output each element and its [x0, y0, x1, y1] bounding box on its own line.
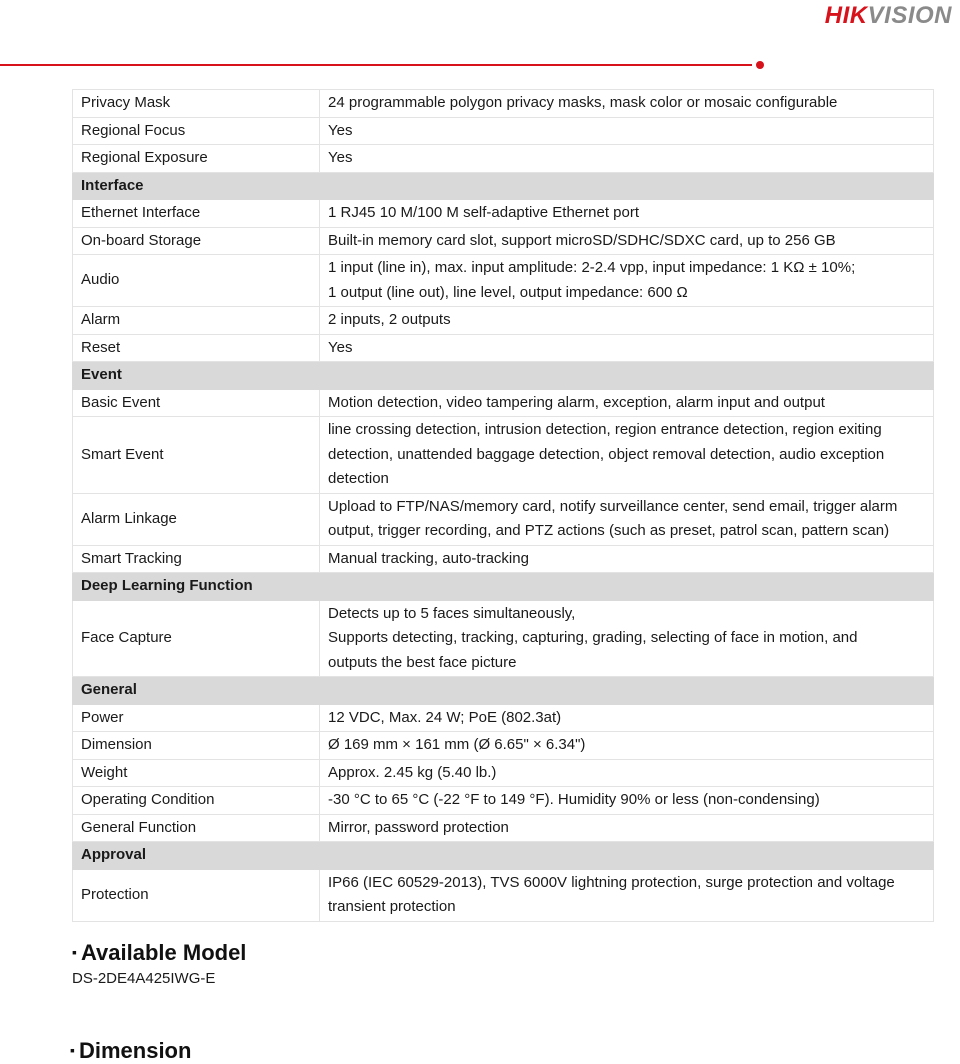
- spec-row: [73, 334, 934, 362]
- spec-value-line: 2 inputs, 2 outputs: [328, 311, 451, 328]
- spec-value-line: 1 RJ45 10 M/100 M self-adaptive Ethernet port: [328, 204, 640, 221]
- spec-value: [320, 814, 934, 842]
- spec-label: Power: [73, 704, 320, 732]
- section-header: Interface: [73, 172, 934, 200]
- spec-value-line: Upload to FTP/NAS/memory card, notify surveillance center, send email, trigger alarm: [328, 497, 898, 515]
- section-header: Event: [73, 362, 934, 390]
- spec-value-line: detection: [328, 470, 389, 487]
- spec-value: [320, 545, 934, 573]
- spec-value-line: Yes: [328, 149, 353, 166]
- spec-value-line: Motion detection, video tampering alarm, exception, alarm input and output: [328, 393, 825, 411]
- spec-value-line: detection, unattended baggage detection, object removal detection, audio exception: [328, 445, 885, 463]
- spec-value: [320, 334, 934, 362]
- spec-row: [73, 227, 934, 255]
- spec-value: [320, 732, 934, 760]
- spec-label: Operating Condition: [73, 787, 320, 815]
- spec-value-line: 12 VDC, Max. 24 W; PoE (802.3at): [328, 708, 562, 726]
- spec-value-line: 1 output (line out), line level, output impedance: 600 Ω: [328, 283, 688, 301]
- spec-value: [320, 759, 934, 787]
- spec-row: [73, 389, 934, 417]
- spec-value-line: Approx. 2.45 kg (5.40 lb.): [328, 763, 497, 781]
- spec-value: [320, 307, 934, 335]
- spec-label: Audio: [73, 255, 320, 307]
- spec-row: [73, 417, 934, 494]
- spec-label: On-board Storage: [73, 227, 320, 255]
- dimension-heading: ▪ Dimension: [70, 1038, 192, 1063]
- spec-row: [73, 704, 934, 732]
- spec-row: [73, 145, 934, 173]
- bullet-icon: ▪: [72, 944, 77, 960]
- spec-label: Alarm Linkage: [73, 493, 320, 545]
- spec-row: [73, 759, 934, 787]
- spec-label: Face Capture: [73, 600, 320, 677]
- spec-label: Dimension: [73, 732, 320, 760]
- spec-label: General Function: [73, 814, 320, 842]
- spec-value-line: transient protection: [328, 898, 456, 915]
- spec-label: Protection: [73, 869, 320, 921]
- spec-value: [320, 417, 934, 494]
- spec-label: Weight: [73, 759, 320, 787]
- spec-row: [73, 255, 934, 307]
- spec-label: Reset: [73, 334, 320, 362]
- spec-value-line: IP66 (IEC 60529-2013), TVS 6000V lightning protection, surge protection and voltage: [328, 873, 895, 891]
- spec-value: [320, 200, 934, 228]
- section-header-row: [73, 842, 934, 870]
- spec-row: [73, 545, 934, 573]
- spec-value: [320, 145, 934, 173]
- spec-label: Smart Tracking: [73, 545, 320, 573]
- bullet-icon: ▪: [70, 1042, 75, 1058]
- section-header: Approval: [73, 842, 934, 870]
- spec-value: [320, 90, 934, 118]
- spec-label: Ethernet Interface: [73, 200, 320, 228]
- spec-value-line: Yes: [328, 338, 353, 356]
- spec-value-line: output, trigger recording, and PTZ actions (such as preset, patrol scan, pattern scan): [328, 522, 890, 539]
- section-header-row: [73, 677, 934, 705]
- section-header: Deep Learning Function: [73, 573, 934, 601]
- spec-row: [73, 814, 934, 842]
- spec-value-line: Built-in memory card slot, support microSD/SDHC/SDXC card, up to 256 GB: [328, 231, 836, 249]
- spec-row: [73, 732, 934, 760]
- spec-label: Basic Event: [73, 389, 320, 417]
- header-rule-dot: [756, 61, 764, 69]
- spec-row: [73, 117, 934, 145]
- spec-value: [320, 600, 934, 677]
- spec-value-line: Manual tracking, auto-tracking: [328, 549, 529, 567]
- spec-row: [73, 200, 934, 228]
- spec-value-line: 1 input (line in), max. input amplitude: 2-2.4 vpp, input impedance: 1 KΩ ± 10%;: [328, 259, 856, 276]
- spec-value-line: Ø 169 mm × 161 mm (Ø 6.65" × 6.34"): [328, 736, 586, 753]
- header-rule: [0, 64, 752, 66]
- spec-row: [73, 90, 934, 118]
- spec-value: [320, 255, 934, 307]
- spec-label: Privacy Mask: [73, 90, 320, 118]
- specification-table: [72, 89, 934, 922]
- spec-value: [320, 227, 934, 255]
- spec-row: [73, 869, 934, 921]
- spec-value: [320, 704, 934, 732]
- spec-value-line: outputs the best face picture: [328, 653, 517, 671]
- spec-label: Smart Event: [73, 417, 320, 494]
- spec-row: [73, 307, 934, 335]
- spec-value: [320, 389, 934, 417]
- spec-label: Alarm: [73, 307, 320, 335]
- spec-label: Regional Focus: [73, 117, 320, 145]
- spec-value-line: Supports detecting, tracking, capturing, grading, selecting of face in motion, and: [328, 629, 858, 646]
- spec-value: [320, 117, 934, 145]
- section-header: General: [73, 677, 934, 705]
- available-model-heading: ▪ Available Model: [72, 940, 247, 965]
- spec-value-line: line crossing detection, intrusion detection, region entrance detection, region exiting: [328, 421, 882, 438]
- section-header-row: [73, 573, 934, 601]
- hikvision-logo: HIKVISION: [824, 2, 952, 29]
- spec-value-line: Yes: [328, 121, 353, 139]
- spec-value: [320, 493, 934, 545]
- spec-value-line: -30 °C to 65 °C (-22 °F to 149 °F). Humidity 90% or less (non-condensing): [328, 791, 820, 808]
- section-header-row: [73, 172, 934, 200]
- spec-value-line: Detects up to 5 faces simultaneously,: [328, 604, 576, 622]
- spec-value-line: Mirror, password protection: [328, 818, 509, 836]
- spec-label: Regional Exposure: [73, 145, 320, 173]
- section-header-row: [73, 362, 934, 390]
- spec-value: [320, 787, 934, 815]
- spec-row: [73, 493, 934, 545]
- spec-value: [320, 869, 934, 921]
- spec-row: [73, 600, 934, 677]
- model-number: DS-2DE4A425IWG-E: [72, 970, 216, 987]
- spec-row: [73, 787, 934, 815]
- spec-value-line: 24 programmable polygon privacy masks, mask color or mosaic configurable: [328, 94, 838, 111]
